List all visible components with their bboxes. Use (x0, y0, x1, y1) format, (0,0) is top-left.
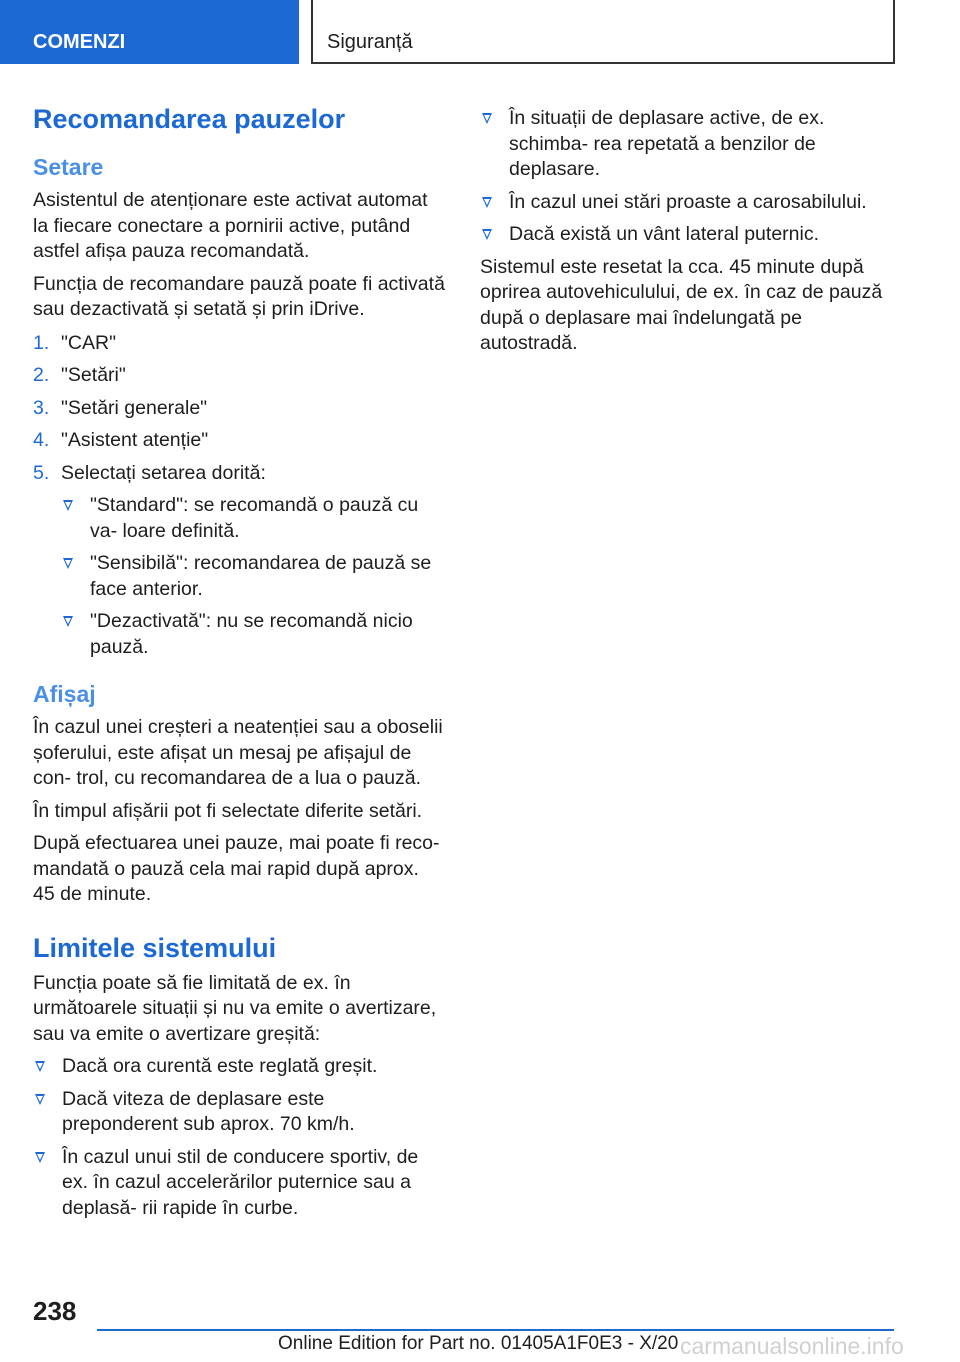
setup-heading: Setare (33, 154, 104, 180)
list-item (480, 222, 900, 248)
list-item-text: În cazul unei stări proaste a carosabilului. (509, 190, 867, 213)
list-item (480, 106, 900, 183)
triangle-bullet-icon (35, 1061, 45, 1072)
list-item-text: "Sensibilă": recomandarea de pauză se face anterior. (90, 552, 432, 600)
footer-divider (97, 1329, 894, 1331)
list-item (61, 493, 445, 544)
triangle-bullet-icon (63, 616, 73, 627)
list-item-text: În cazul unui stil de conducere sportiv, de ex. în cazul accelerărilor puternice sau a deplasă- rii rapide în curbe. (62, 1145, 419, 1219)
limits-list-continued (480, 106, 900, 248)
list-item-text: Dacă viteza de deplasare este preponderent sub aprox. 70 km/h. (62, 1087, 355, 1135)
display-heading: Afișaj (33, 681, 96, 707)
step-text: "Asistent atenție" (61, 429, 209, 451)
triangle-bullet-icon (482, 197, 492, 208)
step-text: "Setări" (61, 364, 126, 386)
right-column (480, 106, 900, 364)
setup-paragraph-1: Asistentul de atenționare este activat automat la fiecare conectare a pornirii active, putând astfel afișa pauza recomandată. (33, 189, 428, 262)
triangle-bullet-icon (482, 229, 492, 240)
triangle-bullet-icon (35, 1094, 45, 1105)
step-item (33, 461, 445, 661)
triangle-bullet-icon (482, 113, 492, 124)
step-item (33, 363, 445, 389)
list-item-text: Dacă există un vânt lateral puternic. (509, 223, 820, 245)
triangle-bullet-icon (63, 500, 73, 511)
page-number: 238 (33, 1296, 77, 1326)
page-title: Recomandarea pauzelor (33, 104, 346, 134)
triangle-bullet-icon (63, 558, 73, 569)
list-item-text: Dacă ora curentă este reglată greșit. (62, 1055, 378, 1077)
setup-steps (33, 331, 445, 661)
list-item-text: În situații de deplasare active, de ex. schimba- rea repetată a benzilor de deplasare. (509, 107, 825, 180)
reset-paragraph: Sistemul este resetat la cca. 45 minute după oprirea autovehiculului, de ex. în caz de pauză după o deplasare mai îndelungată pe autostradă. (480, 255, 883, 354)
watermark: carmanualsonline.info (680, 1333, 904, 1359)
step-text: Selectați setarea dorită: (61, 461, 266, 484)
step-number: 5. (33, 461, 50, 484)
chapter-title: Siguranță (311, 0, 895, 64)
step-number: 1. (33, 331, 50, 354)
list-item (480, 190, 900, 216)
step-number: 3. (33, 396, 50, 419)
edition-note: Online Edition for Part no. 01405A1F0E3 - X/20 (278, 1333, 679, 1354)
limits-list (33, 1054, 445, 1221)
list-item (33, 1054, 445, 1080)
list-item (61, 551, 445, 602)
triangle-bullet-icon (35, 1152, 45, 1163)
setup-paragraph-2: Funcția de recomandare pauză poate fi activată sau dezactivată și setată și prin iDrive. (33, 272, 445, 320)
step-number: 4. (33, 429, 50, 451)
list-item-text: "Dezactivată": nu se recomandă nicio pauză. (90, 610, 413, 658)
list-item (33, 1145, 445, 1222)
display-paragraph-2: În timpul afișării pot fi selectate diferite setări. (33, 799, 423, 822)
left-column (33, 98, 445, 1228)
limits-title: Limitele sistemului (33, 932, 277, 963)
section-tab: COMENZI (0, 0, 299, 64)
display-paragraph-1: În cazul unei creșteri a neatenției sau a oboselii șoferului, este afișat un mesaj pe afișajul de con- trol, cu recomandarea de a lua o pauză. (33, 716, 443, 789)
limits-paragraph: Funcția poate să fie limitată de ex. în următoarele situații și nu va emite o avertizare, sau va emite o avertizare greșită: (33, 971, 437, 1045)
step-text: "CAR" (61, 331, 117, 354)
list-item-text: "Standard": se recomandă o pauză cu va- loare definită. (90, 494, 419, 542)
step-item (33, 396, 445, 422)
list-item (33, 1087, 445, 1138)
step-number: 2. (33, 364, 50, 386)
display-paragraph-3: După efectuarea unei pauze, mai poate fi reco- mandată o pauză cela mai rapid după aprox. 45 de minute. (33, 832, 440, 905)
step-item (33, 428, 445, 454)
step-text: "Setări generale" (61, 396, 208, 419)
step-item (33, 331, 445, 357)
list-item (61, 609, 445, 660)
setting-options (61, 493, 445, 660)
